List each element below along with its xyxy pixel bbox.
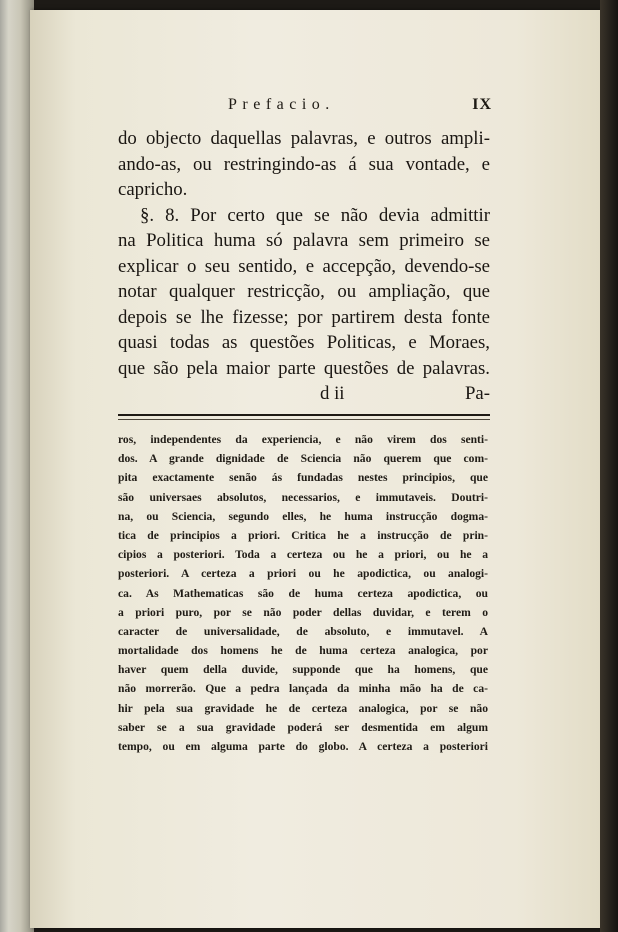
footnote-line: ros, independentes da experiencia, e não virem dos senti-	[118, 433, 488, 446]
text-line: §. 8. Por certo que se não devia admittir	[140, 204, 490, 226]
text-line: capricho.	[118, 179, 188, 200]
footnote-line: caracter de universalidade, de absoluto, e immutavel. A	[118, 624, 488, 638]
text-line: na Politica huma só palavra sem primeiro se	[118, 230, 490, 251]
footnote-line: dos. A grande dignidade de Sciencia não querem que com-	[118, 452, 488, 466]
signature-mark: d ii	[320, 383, 345, 404]
text-line: ando-as, ou restringindo-as á sua vontade, e	[118, 153, 490, 175]
page-header	[228, 96, 492, 120]
text-line: que são pela maior parte questões de palavras.	[118, 357, 490, 379]
text-line: do objecto daquellas palavras, e outros ampli-	[118, 128, 490, 149]
footnote-line: posteriori. A certeza a priori ou he apodictica, ou analogi-	[118, 567, 488, 581]
footnote-line: não morrerão. Que a pedra lançada da minha mão ha de ca-	[118, 682, 488, 696]
footnote-line: pita exactamente senão ás fundadas nestes principios, que	[118, 471, 488, 485]
text-line: explicar o seu sentido, e accepção, devendo-se	[118, 255, 490, 277]
footnote-line: tica de principios a priori. Critica he a instrucção de prin-	[118, 528, 488, 542]
footnote-line: na, ou Sciencia, segundo elles, he huma instrucção dogma-	[118, 509, 488, 523]
footnote-rule	[118, 414, 490, 420]
catchword: Pa-	[464, 383, 490, 404]
text-line: notar qualquer restricção, ou ampliação, que	[118, 281, 490, 302]
catch-line	[118, 381, 490, 407]
footnote-line: saber se a sua gravidade poderá ser desmentida em algum	[118, 720, 488, 734]
footnote-line: cipios a posteriori. Toda a certeza ou he a priori, ou he a	[118, 548, 488, 562]
footnote-line: hir pela sua gravidade he de certeza analogica, por se não	[118, 701, 488, 715]
footnote-line: ca. As Mathematicas são de huma certeza apodictica, ou	[118, 586, 488, 600]
binding-shadow	[600, 0, 618, 932]
text-line: depois se lhe fizesse; por partirem desta fonte	[118, 306, 490, 328]
footnote-line: mortalidade dos homens he de huma certeza analogica, por	[118, 644, 488, 658]
text-line: quasi todas as questões Politicas, e Moraes,	[118, 332, 490, 353]
footnote-line: a priori puro, por se não poder dellas duvidar, e terem o	[118, 605, 488, 619]
previous-page-edge	[0, 0, 34, 932]
running-head: Prefacio.	[228, 96, 335, 113]
footnote-line: haver quem della duvide, supponde que ha homens, que	[118, 663, 488, 677]
footnote	[118, 430, 488, 756]
footnote-line: são universaes absolutos, necessarios, e immutaveis. Doutri-	[118, 490, 488, 504]
main-text	[118, 126, 490, 407]
footnote-line: tempo, ou em alguma parte do globo. A certeza a posteriori	[118, 740, 488, 753]
page-number: IX	[472, 96, 492, 113]
